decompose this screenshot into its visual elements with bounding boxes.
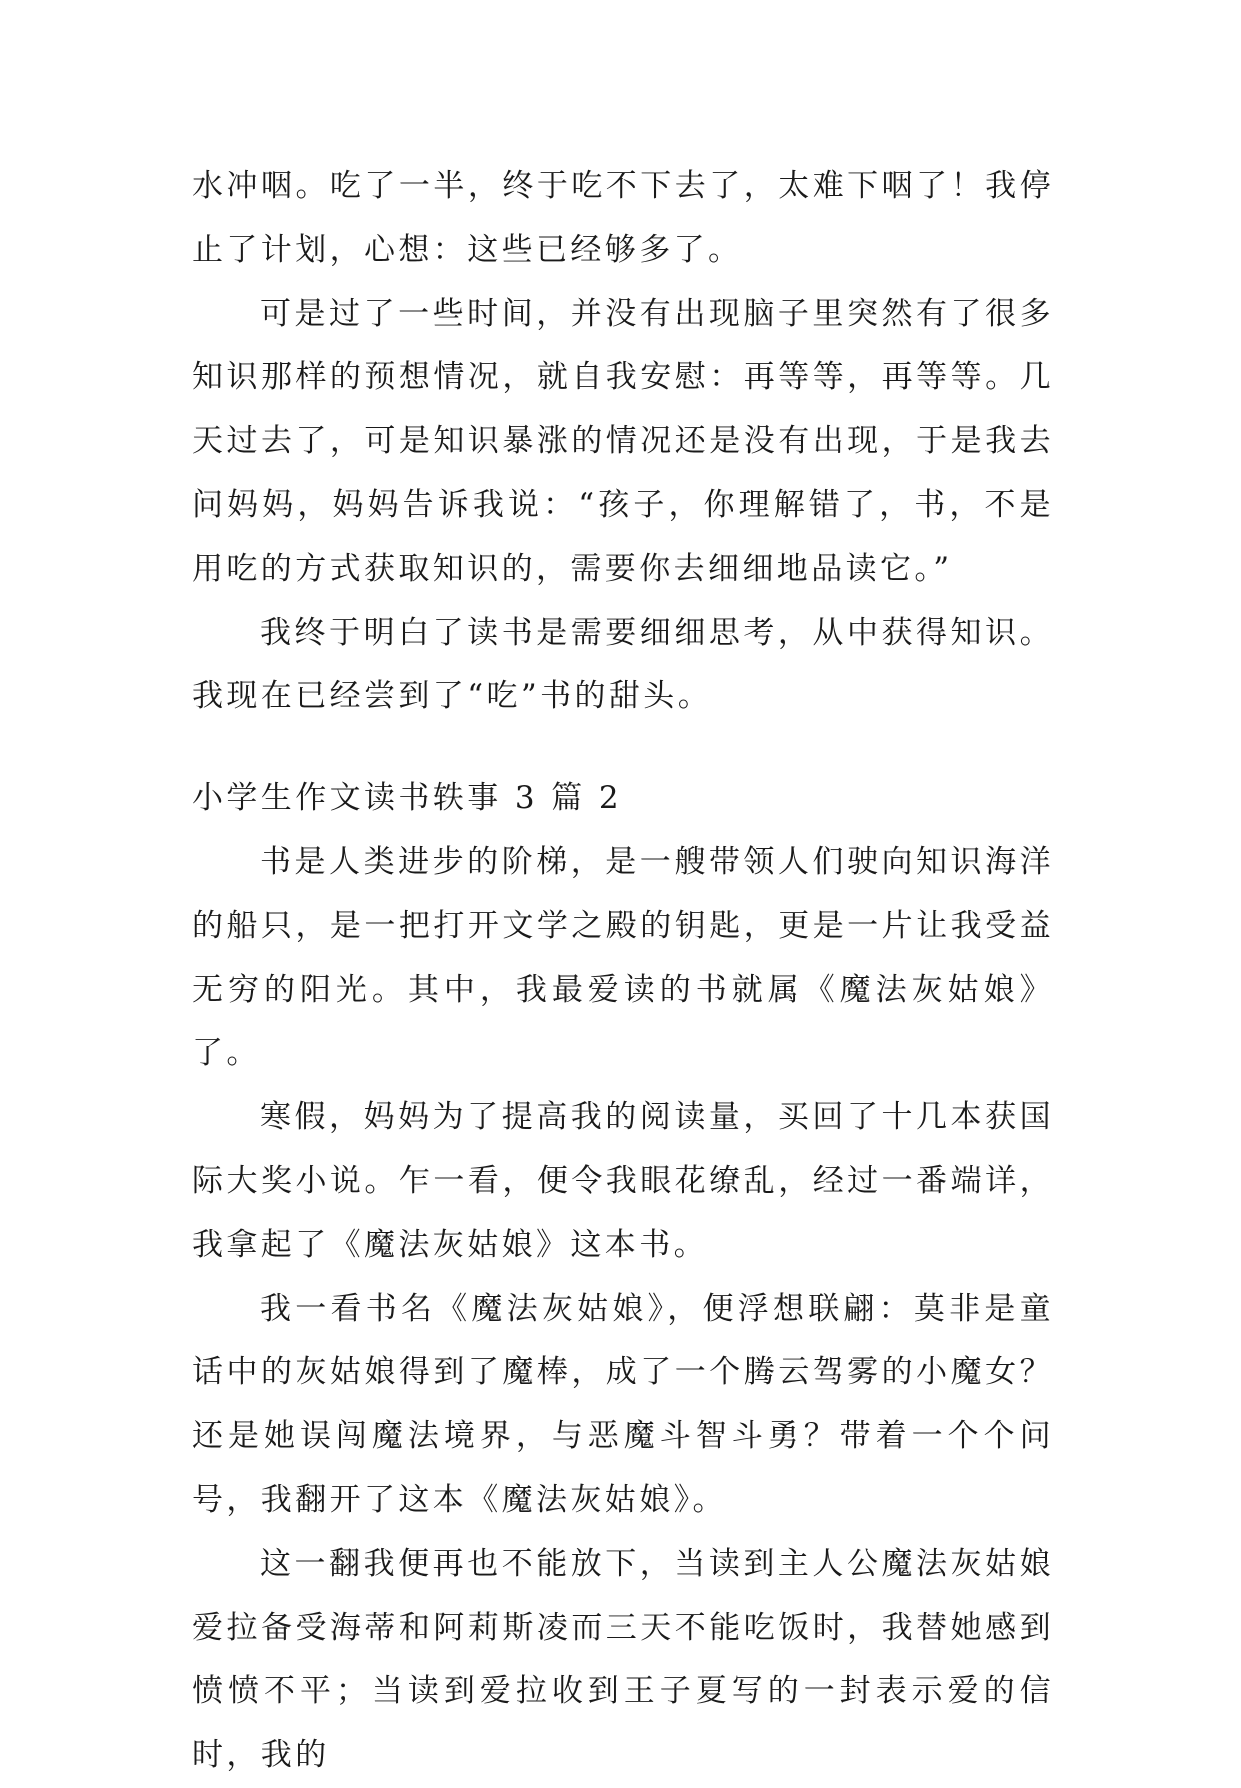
paragraph: 我终于明白了读书是需要细细思考，从中获得知识。我现在已经尝到了“吃”书的甜头。 [192,614,1054,715]
paragraph: 书是人类进步的阶梯，是一艘带领人们驶向知识海洋的船只，是一把打开文学之殿的钥匙，更是一片让我受益无穷的阳光。其中，我最爱读的书就属《魔法灰姑娘》了。 [192,843,1054,1072]
paragraph: 寒假，妈妈为了提高我的阅读量，买回了十几本获国际大奖小说。乍一看，便令我眼花缭乱，经过一番端详，我拿起了《魔法灰姑娘》这本书。 [192,1099,1054,1263]
paragraph: 这一翻我便再也不能放下，当读到主人公魔法灰姑娘爱拉备受海蒂和阿莉斯凌而三天不能吃饭时，我替她感到愤愤不平；当读到爱拉收到王子夏写的一封表示爱的信时，我的 [192,1545,1054,1774]
section-title: 小学生作文读书轶事 3 篇 2 [192,780,623,817]
paragraph: 可是过了一些时间，并没有出现脑子里突然有了很多知识那样的预想情况，就自我安慰：再等等，再等等。几天过去了，可是知识暴涨的情况还是没有出现，于是我去问妈妈，妈妈告诉我说：“孩子，你理解错了，书，不是用吃的方式获取知识的，需要你去细细地品读它。” [192,295,1054,587]
document-body [192,155,1054,1788]
paragraph-continued: 水冲咽。吃了一半，终于吃不下去了，太难下咽了！我停止了计划，心想：这些已经够多了。 [192,168,1054,268]
paragraph: 我一看书名《魔法灰姑娘》，便浮想联翩：莫非是童话中的灰姑娘得到了魔棒，成了一个腾云驾雾的小魔女？还是她误闯魔法境界，与恶魔斗智斗勇？带着一个个问号，我翻开了这本《魔法灰姑娘》。 [192,1290,1054,1518]
